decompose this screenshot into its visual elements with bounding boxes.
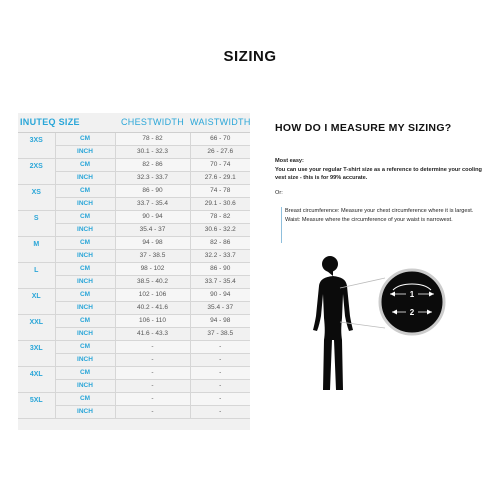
easy-label: Most easy: [275,158,304,164]
unit-inch: INCH [55,301,115,314]
table-row [18,340,250,353]
chest-cm: - [115,340,190,353]
table-row [18,392,250,405]
waist-cm: 78 - 82 [190,210,250,223]
header-waist: WAISTWIDTH [190,113,250,132]
unit-inch: INCH [55,249,115,262]
chest-cm: - [115,366,190,379]
chest-cm: 86 - 90 [115,184,190,197]
unit-cm: CM [55,184,115,197]
measure-steps [275,207,490,225]
chest-inch: 41.6 - 43.3 [115,327,190,340]
waist-cm: - [190,340,250,353]
waist-inch: 32.2 - 33.7 [190,249,250,262]
marker-2: 2 [409,308,415,317]
size-label: 5XL [18,392,55,418]
size-label: S [18,210,55,236]
unit-inch: INCH [55,171,115,184]
chest-cm: - [115,392,190,405]
waist-inch: - [190,379,250,392]
chest-cm: 82 - 86 [115,158,190,171]
waist-cm: 94 - 98 [190,314,250,327]
chest-inch: 33.7 - 35.4 [115,197,190,210]
unit-inch: INCH [55,275,115,288]
table-row [18,158,250,171]
waist-cm: 74 - 78 [190,184,250,197]
chest-inch: - [115,405,190,418]
table-row [18,132,250,145]
chest-cm: 78 - 82 [115,132,190,145]
waist-inch: - [190,405,250,418]
unit-cm: CM [55,288,115,301]
waist-cm: - [190,366,250,379]
zoom-circle [380,270,444,334]
waist-inch: 30.6 - 32.2 [190,223,250,236]
unit-inch: INCH [55,405,115,418]
table-row [18,210,250,223]
unit-cm: CM [55,366,115,379]
size-table [18,113,250,419]
size-label: 3XS [18,132,55,158]
size-label: 4XL [18,366,55,392]
chest-inch: 37 - 38.5 [115,249,190,262]
waist-cm: 86 - 90 [190,262,250,275]
table-row [18,236,250,249]
size-label: 2XS [18,158,55,184]
chest-cm: 94 - 98 [115,236,190,249]
unit-inch: INCH [55,197,115,210]
unit-cm: CM [55,392,115,405]
waist-cm: 70 - 74 [190,158,250,171]
chest-inch: - [115,379,190,392]
unit-inch: INCH [55,353,115,366]
waist-cm: 66 - 70 [190,132,250,145]
size-label: XL [18,288,55,314]
size-label: L [18,262,55,288]
size-label: XS [18,184,55,210]
chest-inch: 30.1 - 32.3 [115,145,190,158]
table-row [18,184,250,197]
header-chest: CHESTWIDTH [115,113,190,132]
table-row [18,314,250,327]
or-label: Or: [275,189,283,196]
marker-1: 1 [409,290,415,299]
unit-cm: CM [55,210,115,223]
unit-cm: CM [55,262,115,275]
body-measurement-figure [300,250,450,430]
unit-cm: CM [55,236,115,249]
step-waist: Waist: Measure where the circumference of your waist is narrowest. [285,217,453,223]
size-label: 3XL [18,340,55,366]
unit-inch: INCH [55,327,115,340]
measure-info [275,157,490,197]
unit-cm: CM [55,314,115,327]
header-size: INUTEQ SIZE [18,113,115,132]
chest-inch: 40.2 - 41.6 [115,301,190,314]
size-label: M [18,236,55,262]
size-table-panel [18,113,250,430]
table-row [18,288,250,301]
unit-cm: CM [55,158,115,171]
chest-inch: - [115,353,190,366]
chest-cm: 98 - 102 [115,262,190,275]
table-row [18,366,250,379]
waist-inch: 35.4 - 37 [190,301,250,314]
chest-cm: 90 - 94 [115,210,190,223]
waist-cm: - [190,392,250,405]
easy-text: You can use your regular T-shirt size as a reference to determine your cooling vest size - this is for 99% accurate. [275,166,482,181]
size-label: XXL [18,314,55,340]
waist-inch: 26 - 27.6 [190,145,250,158]
waist-inch: 33.7 - 35.4 [190,275,250,288]
chest-cm: 106 - 110 [115,314,190,327]
chest-inch: 32.3 - 33.7 [115,171,190,184]
steps-bar [281,207,282,243]
table-header-row [18,113,250,132]
waist-inch: 29.1 - 30.6 [190,197,250,210]
unit-inch: INCH [55,223,115,236]
waist-cm: 90 - 94 [190,288,250,301]
page-title: SIZING [223,48,277,65]
unit-cm: CM [55,132,115,145]
unit-inch: INCH [55,379,115,392]
waist-inch: - [190,353,250,366]
waist-cm: 82 - 86 [190,236,250,249]
chest-cm: 102 - 106 [115,288,190,301]
chest-inch: 35.4 - 37 [115,223,190,236]
chest-inch: 38.5 - 40.2 [115,275,190,288]
waist-inch: 37 - 38.5 [190,327,250,340]
waist-inch: 27.6 - 29.1 [190,171,250,184]
step-breast: Breast circumference: Measure your chest circumference where it is largest. [285,208,474,214]
unit-cm: CM [55,340,115,353]
unit-inch: INCH [55,145,115,158]
table-row [18,262,250,275]
size-table-body [18,132,250,418]
measure-title: HOW DO I MEASURE MY SIZING? [275,122,452,134]
